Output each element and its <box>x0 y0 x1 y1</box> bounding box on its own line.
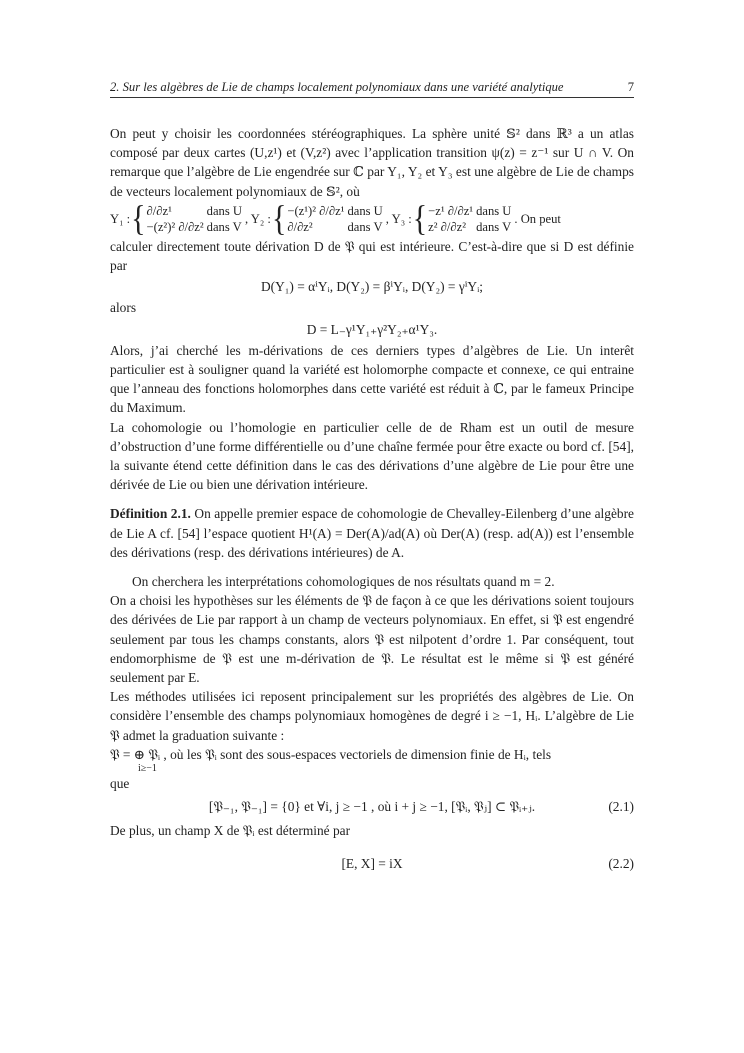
y2-case-v: ∂/∂z² <box>287 219 313 234</box>
y2-domains <box>347 203 382 235</box>
left-brace-icon: { <box>412 198 428 239</box>
y3-cases <box>428 203 473 235</box>
word-que: que <box>110 776 130 792</box>
left-brace-icon: { <box>271 198 287 239</box>
domain-v: dans V <box>347 219 383 234</box>
equation-2-2-body: [E, X] = iX <box>341 855 403 871</box>
y1-case-u: ∂/∂z¹ <box>146 203 172 218</box>
word-alors: alors <box>110 300 137 316</box>
equation-derivation: D(Y₁) = αⁱYᵢ, D(Y₂) = βⁱYᵢ, D(Y₂) = γⁱYᵢ; <box>260 279 484 295</box>
equation-2-1-body: [𝔓₋₁, 𝔓₋₁] = {0} et ∀i, j ≥ −1 , où i + j ≥ −1, [𝔓ᵢ, 𝔓ⱼ] ⊂ 𝔓ᵢ₊ⱼ. <box>208 799 536 815</box>
page-body <box>110 124 634 877</box>
y3-domains <box>476 203 511 235</box>
domain-u: dans U <box>347 203 383 218</box>
cases-tail: . On peut <box>514 211 561 226</box>
y1-domains <box>207 203 242 235</box>
header-title: 2. Sur les algèbres de Lie de champs localement polynomiaux dans une variété analytique <box>110 80 564 94</box>
domain-v: dans V <box>476 219 512 234</box>
y1-cases <box>147 203 204 235</box>
paragraph-interpretations: On cherchera les interprétations cohomologiques de nos résultats quand m = 2. <box>132 574 555 590</box>
domain-u: dans U <box>476 203 512 218</box>
paragraph-graduation <box>110 745 634 764</box>
y3-case-v: z² ∂/∂z² <box>428 219 466 234</box>
domain-v: dans V <box>206 219 242 234</box>
page-number: 7 <box>627 80 634 94</box>
running-header <box>110 80 634 98</box>
equation-lie-derivative: D = L₋γ¹Y₁₊γ²Y₂₊α¹Y₃. <box>306 321 438 337</box>
left-brace-icon: { <box>131 198 146 239</box>
paragraph-stereographic: On peut y choisir les coordonnées stéréographiques. La sphère unité 𝕊² dans ℝ³ a un atlas composé par deux cartes (U,z¹) et (V,z²) avec l’application transition ψ(z) = z⁻¹ sur U ∩ V. On remarque que l’algèbre de Lie engendrée sur ℂ par Y₁, Y₂ et Y₃ est une algèbre de Lie de champs de vecteurs localement polynomiaux de 𝕊², où <box>110 126 634 199</box>
graduation-text: 𝔓 = ⊕ 𝔓ᵢ , où les 𝔓ᵢ sont des sous-espaces vectoriels de dimension finie de Hᵢ, tels <box>110 746 552 762</box>
y1-label: Y₁ : <box>110 211 131 226</box>
equation-2-1-tag: (2.1) <box>608 799 634 815</box>
y3-label: , Y₃ : <box>385 211 412 226</box>
domain-u: dans U <box>206 203 242 218</box>
definition-2-1 <box>110 504 634 562</box>
y1-case-v: −(z²)² ∂/∂z² <box>146 219 204 234</box>
paragraph-m-derivations: Alors, j’ai cherché les m-dérivations de ces derniers types d’algèbres de Lie. Un interêt particulier est à souligner quand la variété est holomorphe compacte et connexe, ce qui entraine que l’anneau des fonctions holomorphes dans cette variété est réduit à ℂ, par le fameux Principe du Maximum. <box>110 342 634 416</box>
y2-case-u: −(z¹)² ∂/∂z¹ <box>287 203 345 218</box>
y3-case-u: −z¹ ∂/∂z¹ <box>428 203 474 218</box>
equation-2-2-tag: (2.2) <box>608 855 634 871</box>
definition-title: Définition 2.1. <box>110 506 191 522</box>
paragraph-cohomology: La cohomologie ou l’homologie en particulier celle de de Rham est un outil de mesure d’obstruction d’une forme différentielle ou d’une chaîne fermée pour être exacte ou bord cf. [54], la suivante étend cette définition dans le cas des dérivations d’une algèbre de Lie pour être une dérivée de Lie ou bien une dérivation intérieure. <box>110 419 634 493</box>
paragraph-hypotheses: On a choisi les hypothèses sur les éléments de 𝔓 de façon à ce que les dérivations soient toujours des dérivées de Lie par rapport à un champ de vecteurs polynomiaux. En effet, si 𝔓 est engendré seulement par tous les champs constants, alors 𝔓 est nilpotent d’ordre 1. Par conséquent, tout endomorphisme de 𝔓 est une m-dérivation de 𝔓. Le résultat est le même si 𝔓 est généré seulement par E. <box>110 593 634 686</box>
graduation-subscript: i≥−1 <box>138 763 157 775</box>
equation-2-2 <box>110 854 634 873</box>
paragraph-derivation: calculer directement toute dérivation D de 𝔓 qui est intérieure. C’est-à-dire que si D est définie par <box>110 238 634 274</box>
y2-cases <box>287 203 344 235</box>
definition-body: On appelle premier espace de cohomologie de Chevalley-Eilenberg d’une algèbre de Lie A cf. [54] l’espace quotient H¹(A) = Der(A)/ad(A) où Der(A) (resp. ad(A)) est l’ensemble des dérivations (resp. des dérivations intérieures) de A. <box>110 506 634 560</box>
paragraph-champ: De plus, un champ X de 𝔓ᵢ est déterminé par <box>110 822 351 838</box>
equation-2-1 <box>110 797 634 816</box>
vector-field-definitions <box>110 198 634 239</box>
paragraph-methods: Les méthodes utilisées ici reposent principalement sur les propriétés des algèbres de Lie. On considère l’ensemble des champs polynomiaux homogènes de degré i ≥ −1, Hᵢ. L’algèbre de Lie 𝔓 admet la graduation suivante : <box>110 689 634 743</box>
y2-label: , Y₂ : <box>244 211 271 226</box>
